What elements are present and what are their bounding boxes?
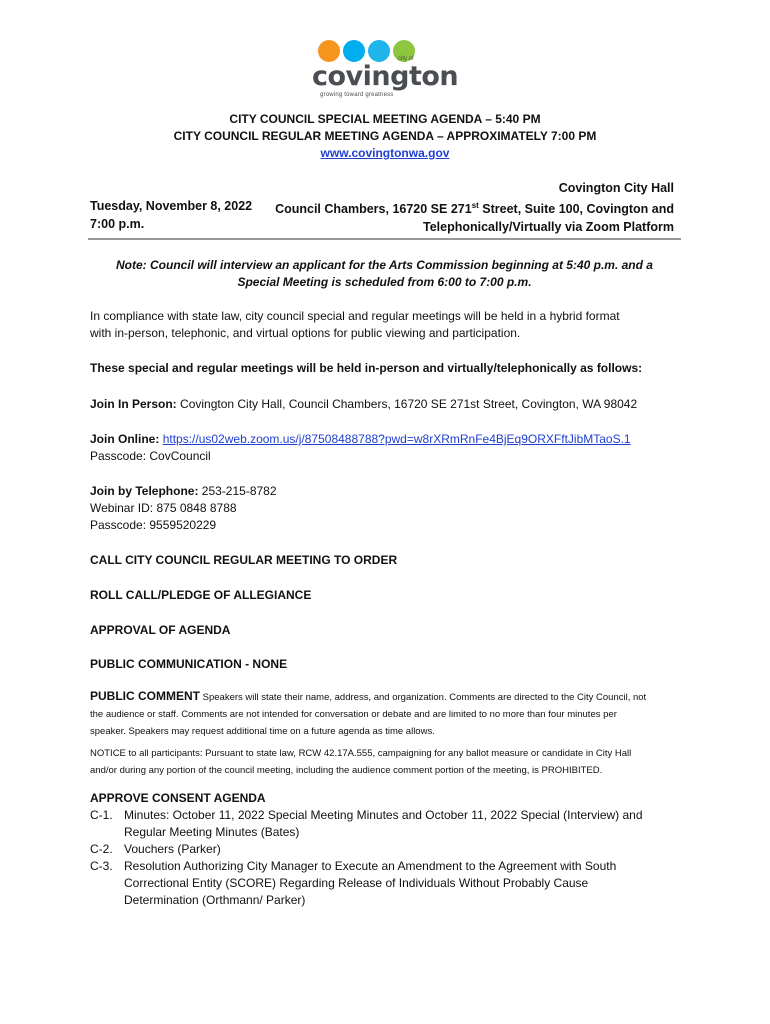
header-special-meeting: CITY COUNCIL SPECIAL MEETING AGENDA – 5:40 PM [229, 112, 541, 126]
meeting-date-block [90, 197, 252, 233]
city-logo [312, 38, 459, 102]
consent-items [90, 807, 682, 909]
online-passcode: Passcode: CovCouncil [90, 449, 211, 463]
hybrid-heading: These special and regular meetings will be held in-person and virtually/telephonically as follows: [90, 361, 643, 375]
header-divider [88, 238, 681, 240]
venue-address: Council Chambers, 16720 SE 271st Street, Suite 100, Covington and [275, 201, 674, 217]
header-website-line [0, 145, 770, 162]
compliance-text: In compliance with state law, city council special and regular meetings will be held in a hybrid format with in-person, telephonic, and virtual options for public viewing and participation. [90, 309, 620, 340]
consent-item-c3: C-3. Resolution Authorizing City Manager to Execute an Amendment to the Agreement with South Correctional Entity (SCORE) Regarding Release of Individuals Without Probably Cause Determination (Orthmann/ Parker) [90, 859, 617, 907]
section-call-to-order: CALL CITY COUNCIL REGULAR MEETING TO ORDER [90, 553, 398, 567]
website-link[interactable]: www.covingtonwa.gov [320, 146, 450, 160]
note-line-2: Special Meeting is scheduled from 6:00 to 7:00 p.m. [237, 275, 532, 289]
join-online: Join Online: https://us02web.zoom.us/j/87508488788?pwd=w8rXRmRnFe4BjEq9ORXFftJibMTaoS.1 Passcode: CovCouncil [90, 431, 680, 465]
consent-item-c2: C-2. Vouchers (Parker) [90, 842, 221, 856]
logo-wordmark: covington [312, 61, 459, 92]
section-approval-agenda: APPROVAL OF AGENDA [90, 623, 231, 637]
consent-item-c1: C-1. Minutes: October 11, 2022 Special Meeting Minutes and October 11, 2022 Special (Interview) and Regular Meeting Minutes (Bates) [90, 808, 643, 839]
venue-remote: Telephonically/Virtually via Zoom Platform [423, 220, 674, 235]
section-public-communication: PUBLIC COMMUNICATION - NONE [90, 657, 288, 671]
section-roll-call: ROLL CALL/PLEDGE OF ALLEGIANCE [90, 588, 312, 602]
logo-circle-orange [318, 40, 340, 62]
join-in-person: Join In Person: Covington City Hall, Council Chambers, 16720 SE 271st Street, Covington, WA 98042 [90, 397, 638, 411]
meeting-date: Tuesday, November 8, 2022 [90, 199, 253, 213]
meeting-location-block [275, 179, 674, 236]
logo-circle-blue-2 [368, 40, 390, 62]
join-telephone: Join by Telephone: 253-215-8782 Webinar ID: 875 0848 8788 Passcode: 9559520229 [90, 483, 680, 534]
venue-name: Covington City Hall [558, 181, 674, 195]
phone-passcode: Passcode: 9559520229 [90, 518, 217, 532]
notice-block: NOTICE to all participants: Pursuant to state law, RCW 42.17A.555, campaigning for any ballot measure or candidate in City Hall and/or during any portion of the council meeting, including the audience comment portion of the meeting, is PROHIBITED. [90, 748, 632, 776]
webinar-id: Webinar ID: 875 0848 8788 [90, 501, 237, 515]
note-line-1: Note: Council will interview an applicant for the Arts Commission beginning at 5:40 p.m. and a [116, 258, 653, 272]
logo-tagline: growing toward greatness [320, 92, 394, 98]
public-comment-block: PUBLIC COMMENT Speakers will state their name, address, and organization. Comments are directed to the City Council, not the audience or staff. Comments are not intended for conversation or debate and are limited to no more than four minutes per speaker. Speakers may request additional time on a future agenda as time allows. [90, 689, 647, 737]
zoom-link[interactable]: https://us02web.zoom.us/j/87508488788?pwd=w8rXRmRnFe4BjEq9ORXFftJibMTaoS.1 [162, 432, 631, 446]
meeting-time: 7:00 p.m. [90, 217, 145, 231]
logo-city-of: city of [398, 56, 414, 62]
logo-circle-blue-1 [343, 40, 365, 62]
header-regular-meeting: CITY COUNCIL REGULAR MEETING AGENDA – APPROXIMATELY 7:00 PM [173, 129, 597, 143]
consent-agenda-heading: APPROVE CONSENT AGENDA [90, 791, 266, 805]
